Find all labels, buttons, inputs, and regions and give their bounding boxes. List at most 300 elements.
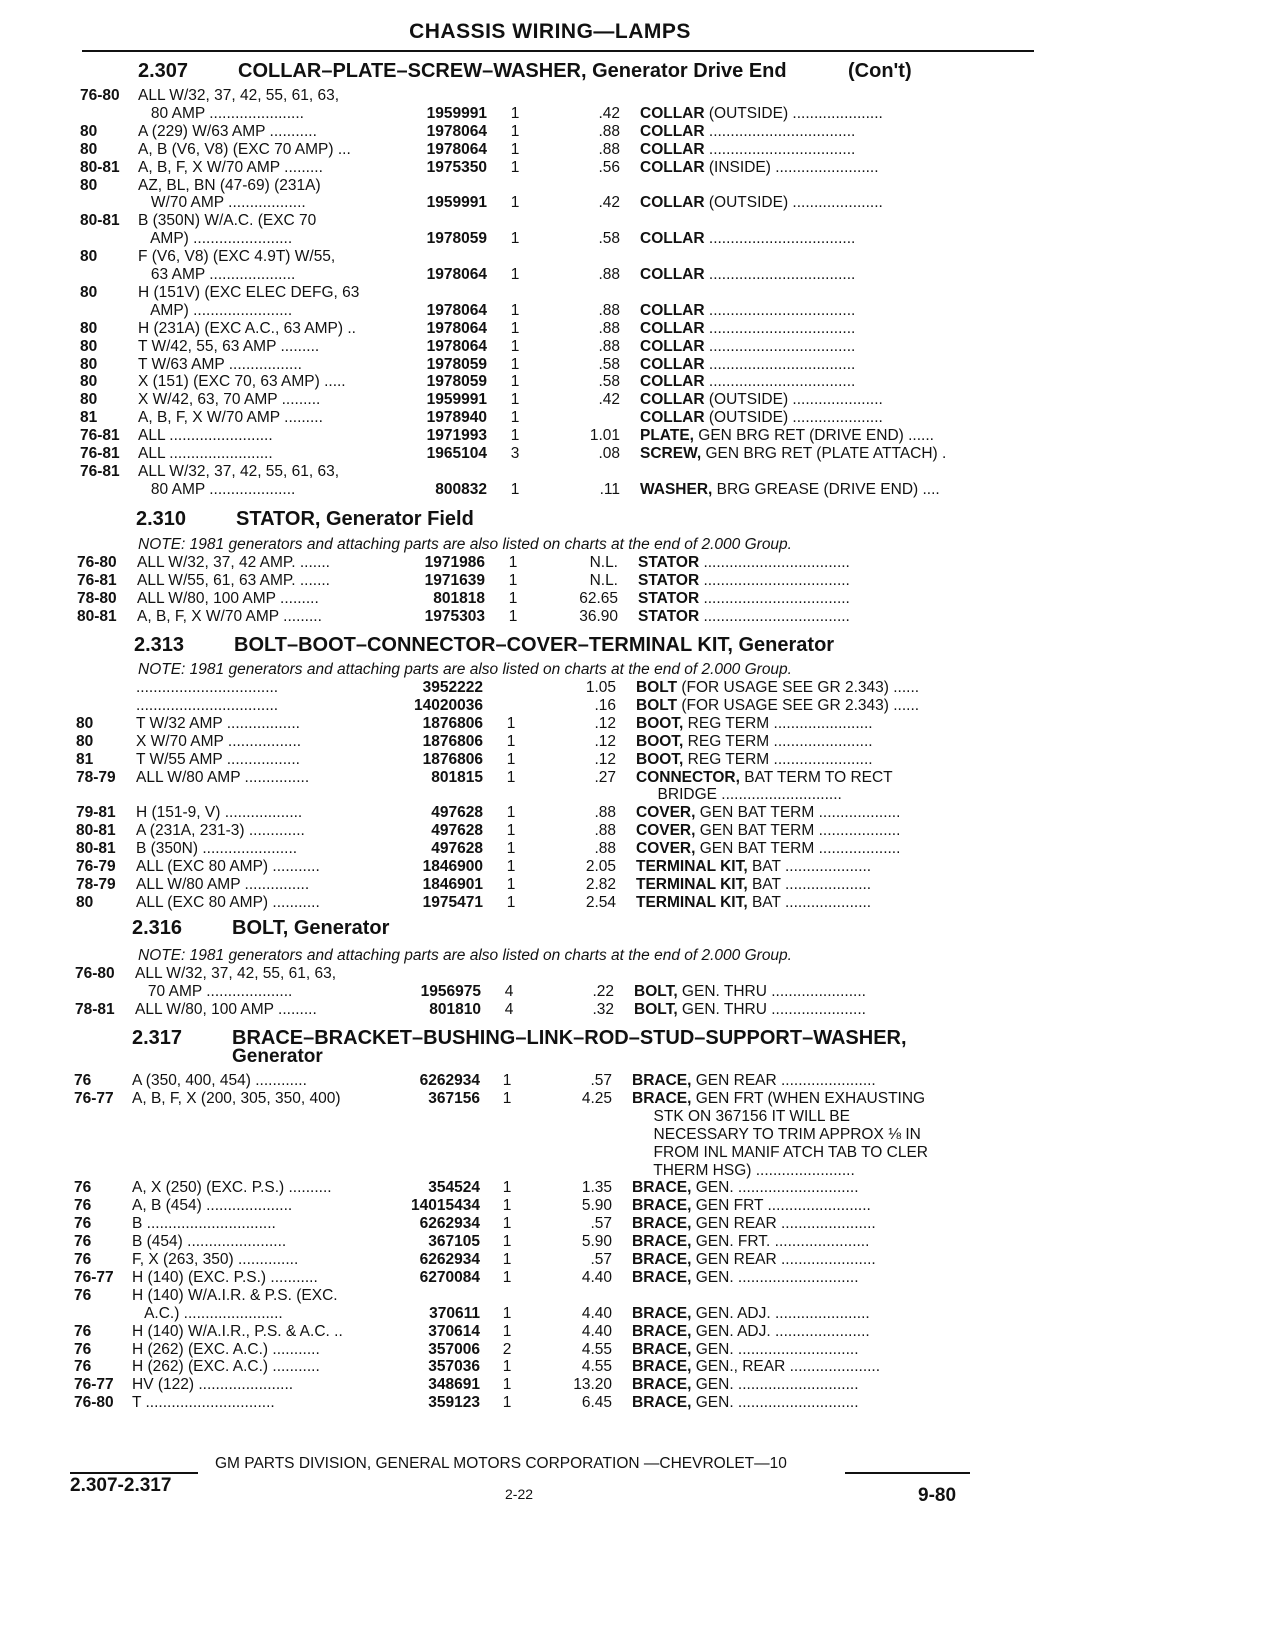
part-name: BRACE,	[632, 1376, 692, 1394]
part-description	[638, 571, 985, 590]
application: B ..............................	[132, 1215, 276, 1233]
parts-row	[0, 1089, 1280, 1108]
price: .27	[594, 768, 616, 786]
parts-row	[0, 1250, 1280, 1269]
part-number: 6262934	[419, 1215, 480, 1233]
part-name: COLLAR	[640, 355, 705, 373]
model-years: 80	[80, 283, 98, 301]
price: 4.40	[581, 1322, 612, 1340]
parts-row	[0, 229, 1280, 248]
application: ALL W/80, 100 AMP .........	[135, 1000, 317, 1018]
part-detail: REG TERM .......................	[683, 714, 873, 732]
application: X W/42, 63, 70 AMP .........	[138, 391, 321, 409]
price: .11	[599, 480, 620, 498]
part-description	[638, 607, 985, 626]
part-description	[636, 768, 985, 787]
price: .88	[598, 319, 620, 337]
quantity: 1	[508, 589, 518, 607]
parts-row	[0, 714, 1280, 733]
section-note: NOTE: 1981 generators and attaching parts are also listed on charts at the end of 2.000 Group.	[138, 661, 792, 678]
part-number: 1978064	[426, 337, 487, 355]
model-years: 76-79	[76, 858, 116, 875]
part-detail: GEN. THRU ......................	[677, 1000, 866, 1018]
part-name: CONNECTOR,	[636, 768, 740, 786]
application: A, B, F, X W/70 AMP .........	[138, 158, 323, 176]
parts-row	[0, 821, 1280, 840]
quantity: 1	[502, 1072, 512, 1089]
part-description	[640, 372, 985, 391]
price: .57	[590, 1072, 612, 1089]
parts-row	[0, 1357, 1280, 1376]
quantity: 1	[508, 571, 518, 589]
parts-row	[0, 372, 1280, 391]
part-description	[632, 1393, 985, 1412]
part-description	[640, 355, 985, 374]
section-title: STATOR, Generator Field	[236, 508, 474, 530]
model-years: 80	[80, 140, 98, 158]
quantity: 1	[502, 1394, 512, 1412]
part-description	[636, 678, 985, 697]
price: .88	[598, 301, 620, 319]
parts-row	[0, 1196, 1280, 1215]
application: H (262) (EXC. A.C.) ...........	[132, 1358, 320, 1376]
application: HV (122) ......................	[132, 1376, 294, 1394]
quantity: 1	[508, 607, 518, 625]
part-detail: GEN. ............................	[691, 1268, 859, 1286]
part-name: BRACE,	[632, 1340, 692, 1358]
parts-row	[0, 265, 1280, 284]
parts-row	[0, 839, 1280, 858]
model-years: 81	[76, 750, 94, 768]
part-name: BRACE,	[632, 1322, 692, 1340]
price: .58	[598, 373, 620, 391]
section-number: 2.307	[138, 60, 189, 82]
part-detail: (FOR USAGE SEE GR 2.343) ......	[677, 679, 920, 696]
model-years: 76	[74, 1233, 92, 1251]
part-name: COLLAR	[640, 158, 705, 176]
part-detail: BRIDGE ............................	[636, 786, 842, 804]
part-number: 6262934	[419, 1251, 480, 1268]
part-number: 1971639	[424, 571, 485, 589]
quantity: 1	[506, 893, 516, 911]
part-detail: GEN REAR ......................	[691, 1251, 876, 1268]
part-detail: (INSIDE) ........................	[704, 158, 879, 176]
quantity: 1	[510, 104, 520, 122]
parts-row	[0, 1071, 1280, 1090]
model-years: 80	[80, 391, 98, 409]
quantity: 1	[510, 391, 520, 409]
part-description	[638, 589, 985, 608]
part-name: COVER,	[636, 840, 696, 858]
part-detail: GEN BAT TERM ...................	[695, 804, 901, 822]
part-detail: GEN. ............................	[691, 1179, 859, 1197]
application: ALL W/80 AMP ...............	[136, 875, 310, 893]
application: T W/32 AMP .................	[136, 714, 300, 732]
price: N.L.	[589, 554, 618, 571]
model-years: 80	[80, 176, 98, 194]
application: B (350N) ......................	[136, 840, 298, 858]
application: H (151-9, V) ..................	[136, 804, 303, 822]
parts-row	[0, 857, 1280, 876]
application: 80 AMP ......................	[138, 104, 304, 122]
price: .42	[598, 194, 620, 212]
part-detail: (OUTSIDE) .....................	[704, 409, 883, 427]
application: ALL W/80, 100 AMP .........	[137, 589, 319, 607]
parts-row	[0, 390, 1280, 409]
part-name: COLLAR	[640, 409, 705, 427]
model-years: 78-79	[76, 875, 116, 893]
part-description	[640, 480, 985, 499]
part-name: COLLAR	[640, 104, 705, 122]
model-years: 76	[74, 1286, 92, 1304]
part-description	[632, 1304, 985, 1323]
parts-row	[0, 1178, 1280, 1197]
price: N.L.	[589, 571, 618, 589]
part-number: 1978940	[426, 409, 487, 427]
part-number: 3952222	[422, 679, 483, 696]
part-description	[632, 1196, 985, 1215]
part-detail: STK ON 367156 IT WILL BE	[632, 1107, 850, 1125]
application: ALL W/80 AMP ...............	[136, 768, 310, 786]
quantity: 1	[510, 373, 520, 391]
parts-row	[0, 750, 1280, 769]
quantity: 1	[510, 301, 520, 319]
part-description	[640, 408, 985, 427]
part-name: COLLAR	[640, 391, 705, 409]
section-title-continued: Generator	[232, 1046, 323, 1067]
application: A, X (250) (EXC. P.S.) ..........	[132, 1179, 332, 1197]
part-number: 1978059	[426, 373, 487, 391]
part-number: 497628	[431, 804, 483, 822]
part-detail: ..................................	[704, 373, 856, 391]
part-detail: ..................................	[704, 319, 856, 337]
quantity: 1	[510, 355, 520, 373]
part-description	[640, 140, 985, 159]
part-description	[632, 1214, 985, 1233]
parts-row	[0, 1000, 1280, 1019]
price: 1.05	[585, 679, 616, 696]
quantity: 1	[510, 194, 520, 212]
model-years: 76-77	[74, 1089, 114, 1107]
part-number: 801810	[429, 1000, 481, 1018]
price: .88	[594, 804, 616, 822]
price: .08	[598, 445, 620, 462]
part-number: 357036	[428, 1358, 480, 1376]
part-number: 1959991	[426, 194, 487, 212]
part-detail: GEN FRT (WHEN EXHAUSTING	[691, 1089, 926, 1107]
part-description	[632, 1107, 985, 1126]
quantity: 1	[502, 1322, 512, 1340]
part-number: 801818	[433, 589, 485, 607]
parts-row	[0, 964, 1280, 983]
model-years: 76-81	[80, 445, 120, 462]
parts-row	[0, 678, 1280, 697]
price: .22	[592, 982, 614, 1000]
footer-page-number: 2-22	[505, 1486, 534, 1502]
parts-row	[0, 444, 1280, 463]
part-name: BRACE,	[632, 1304, 692, 1322]
parts-row	[0, 247, 1280, 266]
part-detail: ..................................	[704, 355, 856, 373]
parts-row	[0, 1375, 1280, 1394]
part-detail: ..................................	[704, 140, 856, 158]
model-years: 80	[80, 122, 98, 140]
quantity: 1	[502, 1358, 512, 1376]
quantity: 1	[506, 714, 516, 732]
part-number: 1975303	[424, 607, 485, 625]
price: .12	[594, 750, 616, 768]
price: 2.82	[585, 875, 616, 893]
part-description	[632, 1322, 985, 1341]
application: T W/42, 55, 63 AMP .........	[138, 337, 320, 355]
part-description	[632, 1340, 985, 1359]
application: A.C.) .......................	[132, 1304, 283, 1322]
price: .58	[598, 230, 620, 248]
application: ALL W/32, 37, 42 AMP. .......	[137, 554, 330, 571]
parts-row	[0, 1393, 1280, 1412]
price: .88	[598, 266, 620, 283]
part-name: TERMINAL KIT,	[636, 893, 748, 911]
part-name: STATOR	[638, 554, 700, 571]
model-years: 80	[76, 732, 94, 750]
application: ALL W/55, 61, 63 AMP. .......	[137, 571, 330, 589]
quantity: 1	[502, 1251, 512, 1268]
part-detail: NECESSARY TO TRIM APPROX ⅛ IN	[632, 1125, 921, 1143]
price: 1.01	[589, 427, 620, 445]
parts-row	[0, 1232, 1280, 1251]
application: ALL (EXC 80 AMP) ...........	[136, 858, 320, 875]
part-name: COVER,	[636, 822, 696, 840]
application: A, B, F, X W/70 AMP .........	[137, 607, 322, 625]
quantity: 1	[508, 554, 518, 571]
part-name: STATOR	[638, 571, 700, 589]
part-name: BRACE,	[632, 1089, 692, 1107]
part-name: COLLAR	[640, 373, 705, 391]
part-detail: BAT ....................	[747, 875, 872, 893]
model-years: 80-81	[77, 607, 117, 625]
part-detail: (OUTSIDE) .....................	[704, 104, 883, 122]
part-detail: GEN BAT TERM ...................	[695, 840, 901, 858]
part-name: COLLAR	[640, 194, 705, 212]
part-detail: ..................................	[704, 230, 856, 248]
section-number: 2.313	[134, 634, 185, 656]
quantity: 1	[502, 1197, 512, 1215]
application: H (262) (EXC. A.C.) ...........	[132, 1340, 320, 1358]
part-name: TERMINAL KIT,	[636, 858, 748, 875]
part-detail: FROM INL MANIF ATCH TAB TO CLER	[632, 1143, 928, 1161]
part-description	[632, 1232, 985, 1251]
footer-rule-left	[70, 1472, 198, 1474]
part-name: BRACE,	[632, 1251, 692, 1268]
part-detail: THERM HSG) .......................	[632, 1161, 855, 1179]
part-detail: ..................................	[699, 589, 850, 607]
price: 5.90	[581, 1233, 612, 1251]
parts-row	[0, 480, 1280, 499]
part-description	[640, 426, 985, 445]
price: .88	[598, 140, 620, 158]
part-description	[636, 696, 985, 715]
quantity: 1	[506, 768, 516, 786]
part-description	[640, 390, 985, 409]
part-number: 370611	[429, 1304, 480, 1322]
parts-row	[0, 283, 1280, 302]
model-years: 76-81	[80, 462, 120, 480]
part-detail: GEN. ............................	[691, 1394, 859, 1412]
part-number: 1978059	[426, 355, 487, 373]
quantity: 1	[502, 1089, 512, 1107]
part-detail: ..................................	[704, 122, 856, 140]
part-number: 1846901	[422, 875, 483, 893]
price: .12	[594, 732, 616, 750]
model-years: 80	[80, 373, 98, 391]
quantity: 1	[502, 1215, 512, 1233]
part-name: BRACE,	[632, 1394, 692, 1412]
parts-row	[0, 355, 1280, 374]
parts-row	[0, 426, 1280, 445]
application: A (229) W/63 AMP ...........	[138, 122, 317, 140]
price: .32	[592, 1000, 614, 1018]
part-number: 1978064	[426, 266, 487, 283]
application: B (454) .......................	[132, 1233, 287, 1251]
part-detail: GEN REAR ......................	[691, 1215, 876, 1233]
section-number: 2.310	[136, 508, 187, 530]
price: .42	[598, 391, 620, 409]
application: ALL W/32, 37, 42, 55, 61, 63,	[135, 965, 337, 982]
part-detail: ..................................	[704, 301, 856, 319]
quantity: 1	[502, 1233, 512, 1251]
application: 70 AMP ....................	[135, 982, 293, 1000]
part-number: 1876806	[422, 732, 483, 750]
parts-row	[0, 1322, 1280, 1341]
part-name: COLLAR	[640, 122, 705, 140]
quantity: 1	[502, 1179, 512, 1197]
price: 4.40	[581, 1304, 612, 1322]
parts-row	[0, 104, 1280, 123]
application: A, B, F, X W/70 AMP .........	[138, 409, 323, 427]
part-description	[636, 803, 985, 822]
quantity: 1	[502, 1268, 512, 1286]
part-number: 1971986	[424, 554, 485, 571]
part-detail: BRG GREASE (DRIVE END) ....	[712, 480, 940, 498]
parts-row	[0, 462, 1280, 481]
part-name: STATOR	[638, 589, 700, 607]
price: .88	[598, 337, 620, 355]
parts-row	[0, 768, 1280, 787]
parts-row	[0, 785, 1280, 804]
part-number: 354524	[428, 1179, 480, 1197]
part-name: COLLAR	[640, 301, 705, 319]
parts-row	[0, 893, 1280, 912]
model-years: 76	[74, 1197, 92, 1215]
part-number: 357006	[428, 1340, 480, 1358]
part-description	[640, 337, 985, 356]
application: ALL (EXC 80 AMP) ...........	[136, 893, 320, 911]
model-years: 80-81	[76, 822, 116, 840]
application: 63 AMP ....................	[138, 266, 296, 283]
price: .56	[598, 158, 620, 176]
application: T W/55 AMP .................	[136, 750, 300, 768]
part-number: 1978059	[426, 230, 487, 248]
parts-row	[0, 571, 1280, 590]
part-detail: ..................................	[699, 607, 850, 625]
application: A, B, F, X (200, 305, 350, 400)	[132, 1089, 341, 1107]
section-heading	[138, 58, 1038, 84]
price: 1.35	[581, 1179, 612, 1197]
price: 6.45	[581, 1394, 612, 1412]
part-detail: REG TERM .......................	[683, 750, 873, 768]
part-number: 1975350	[426, 158, 487, 176]
quantity: 3	[510, 445, 520, 462]
part-detail: ..................................	[704, 266, 856, 283]
application: ALL W/32, 37, 42, 55, 61, 63,	[138, 462, 340, 480]
parts-row	[0, 1214, 1280, 1233]
quantity: 1	[506, 750, 516, 768]
parts-row	[0, 1143, 1280, 1162]
footer-date: 9-80	[918, 1485, 957, 1506]
part-name: BOOT,	[636, 714, 684, 732]
quantity: 4	[504, 982, 514, 1000]
price: .88	[598, 122, 620, 140]
price: 5.90	[581, 1197, 612, 1215]
quantity: 1	[510, 319, 520, 337]
application: ALL ........................	[138, 427, 273, 445]
quantity: 1	[510, 480, 520, 498]
parts-row	[0, 696, 1280, 715]
application: AMP) .......................	[138, 230, 293, 248]
quantity: 2	[502, 1340, 512, 1358]
part-name: BOLT	[636, 696, 678, 714]
part-detail: BAT TERM TO RECT	[739, 768, 893, 786]
quantity: 1	[506, 822, 516, 840]
part-number: 1978064	[426, 301, 487, 319]
model-years: 78-79	[76, 768, 116, 786]
quantity: 1	[510, 337, 520, 355]
application: H (140) W/A.I.R. & P.S. (EXC.	[132, 1286, 338, 1304]
quantity: 1	[506, 858, 516, 875]
model-years: 76-80	[75, 965, 115, 982]
part-name: BOOT,	[636, 750, 684, 768]
part-description	[638, 553, 985, 572]
footer-publisher: GM PARTS DIVISION, GENERAL MOTORS CORPORATION —CHEVROLET—10	[215, 1455, 787, 1472]
model-years: 76-77	[74, 1268, 114, 1286]
part-number: 1978064	[426, 122, 487, 140]
application: A (350, 400, 454) ............	[132, 1072, 307, 1089]
part-number: 497628	[431, 840, 483, 858]
part-description	[636, 839, 985, 858]
application: ALL W/32, 37, 42, 55, 61, 63,	[138, 87, 340, 104]
model-years: 76	[74, 1340, 92, 1358]
model-years: 76-80	[80, 87, 120, 104]
part-detail: GEN. FRT. ......................	[691, 1233, 870, 1251]
part-detail: GEN BRG RET (PLATE ATTACH) .	[701, 445, 947, 462]
part-name: BOOT,	[636, 732, 684, 750]
part-name: BRACE,	[632, 1072, 692, 1089]
parts-row	[0, 1304, 1280, 1323]
parts-row	[0, 1107, 1280, 1126]
quantity: 1	[502, 1304, 512, 1322]
model-years: 78-81	[75, 1000, 115, 1018]
quantity: 1	[510, 427, 520, 445]
part-name: COVER,	[636, 804, 696, 822]
quantity: 1	[510, 409, 520, 427]
part-description	[632, 1089, 985, 1108]
part-description	[636, 785, 985, 804]
section-note: NOTE: 1981 generators and attaching parts are also listed on charts at the end of 2.000 Group.	[138, 947, 792, 964]
price: 4.40	[581, 1268, 612, 1286]
part-number: 1956975	[420, 982, 481, 1000]
part-number: 1978064	[426, 319, 487, 337]
part-number: 800832	[435, 480, 487, 498]
